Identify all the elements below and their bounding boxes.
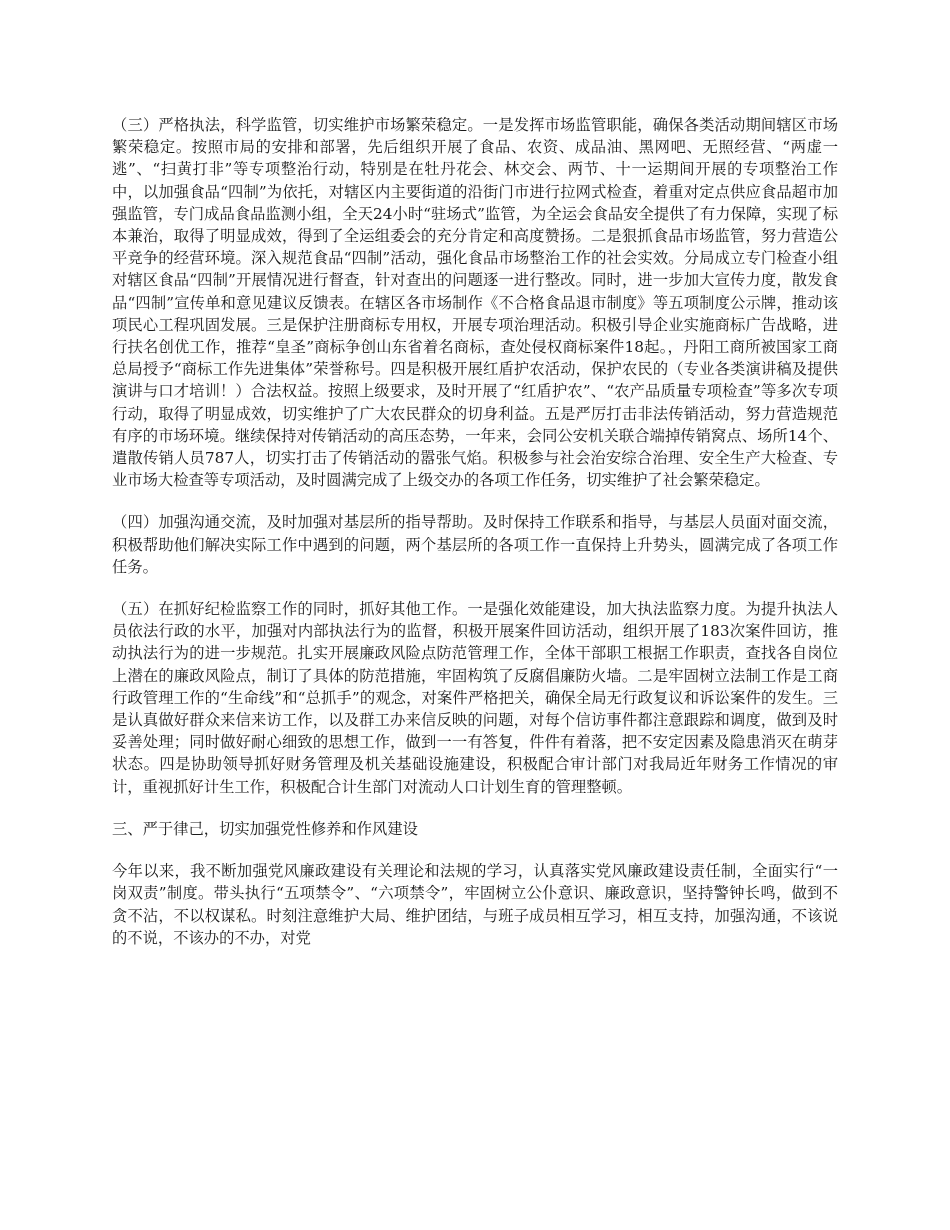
closing-paragraph: 今年以来，我不断加强党风廉政建设有关理论和法规的学习，认真落实党风廉政建设责任制，全面实行“一岗双责”制度。带头执行“五项禁令”、“六项禁令”，牢固树立公仆意识、廉政意识，坚持警钟长鸣，做到不贪不沾，不以权谋私。时刻注意维护大局、维护团结，与班子成员相互学习，相互支持，加强沟通，不该说的不说，不该办的不办，对党 [112,862,838,947]
paragraph-4: （四）加强沟通交流，及时加强对基层所的指导帮助。及时保持工作联系和指导，与基层人员面对面交流，积极帮助他们解决实际工作中遇到的问题，两个基层所的各项工作一直保持上升势头，圆满完成了各项工作任务。 [112,513,838,576]
section-heading: 三、严于律己，切实加强党性修养和作风建设 [112,819,418,838]
paragraph-3: （三）严格执法，科学监管，切实维护市场繁荣稳定。一是发挥市场监管职能，确保各类活动期间辖区市场繁荣稳定。按照市局的安排和部署，先后组织开展了食品、农资、成品油、黑网吧、无照经营、“两虚一逃”、“扫黄打非”等专项整治行动，特别是在牡丹花会、林交会、两节、十一运期间开展的专项整治工作中，以加强食品“四制”为依托，对辖区内主要街道的沿街门市进行拉网式检查，着重对定点供应食品超市加强监管，专门成品食品监测小组，全天24小时“驻场式”监管，为全运会食品安全提供了有力保障，实现了标本兼治，取得了明显成效，得到了全运组委会的充分肯定和高度赞扬。二是狠抓食品市场监管，努力营造公平竞争的经营环境。深入规范食品“四制”活动，强化食品市场整治工作的社会实效。分局成立专门检查小组对辖区食品“四制”开展情况进行督查，针对查出的问题逐一进行整改。同时，进一步加大宣传力度，散发食品“四制”宣传单和意见建议反馈表。在辖区各市场制作《不合格食品退市制度》等五项制度公示牌，推动该项民心工程巩固发展。三是保护注册商标专用权，开展专项治理活动。积极引导企业实施商标广告战略，进行扶名创优工作，推荐“皇圣”商标争创山东省着名商标，查处侵权商标案件18起。，丹阳工商所被国家工商总局授予“商标工作先进集体”荣誉称号。四是积极开展红盾护农活动，保护农民的（专业各类演讲稿及提供演讲与口才培训！）合法权益。按照上级要求，及时开展了“红盾护农”、“农产品质量专项检查”等多次专项行动，取得了明显成效，切实维护了广大农民群众的切身利益。五是严厉打击非法传销活动，努力营造规范有序的市场环境。继续保持对传销活动的高压态势，一年来，会同公安机关联合端掉传销窝点、场所14个、遣散传销人员787人，切实打击了传销活动的嚣张气焰。积极参与社会治安综合治理、安全生产大检查、专业市场大检查等专项活动，及时圆满完成了上级交办的各项工作任务，切实维护了社会繁荣稳定。 [112,116,838,490]
document-page [112,114,838,969]
paragraph-5: （五）在抓好纪检监察工作的同时，抓好其他工作。一是强化效能建设，加大执法监察力度。为提升执法人员依法行政的水平，加强对内部执法行为的监督，积极开展案件回访活动，组织开展了183次案件回访，推动执法行为的进一步规范。扎实开展廉政风险点防范管理工作，全体干部职工根据工作职责，查找各自岗位上潜在的廉政风险点，制订了具体的防范措施，牢固构筑了反腐倡廉防火墙。二是牢固树立法制工作是工商行政管理工作的“生命线”和“总抓手”的观念，对案件严格把关，确保全局无行政复议和诉讼案件的发生。三是认真做好群众来信来访工作，以及群工办来信反映的问题，对每个信访事件都注意跟踪和调度，做到及时妥善处理；同时做好耐心细致的思想工作，做到一一有答复，件件有着落，把不安定因素及隐患消灭在萌芽状态。四是协助领导抓好财务管理及机关基础设施建设，积极配合审计部门对我局近年财务工作情况的审计，重视抓好计生工作，积极配合计生部门对流动人口计划生育的管理整顿。 [112,600,838,796]
